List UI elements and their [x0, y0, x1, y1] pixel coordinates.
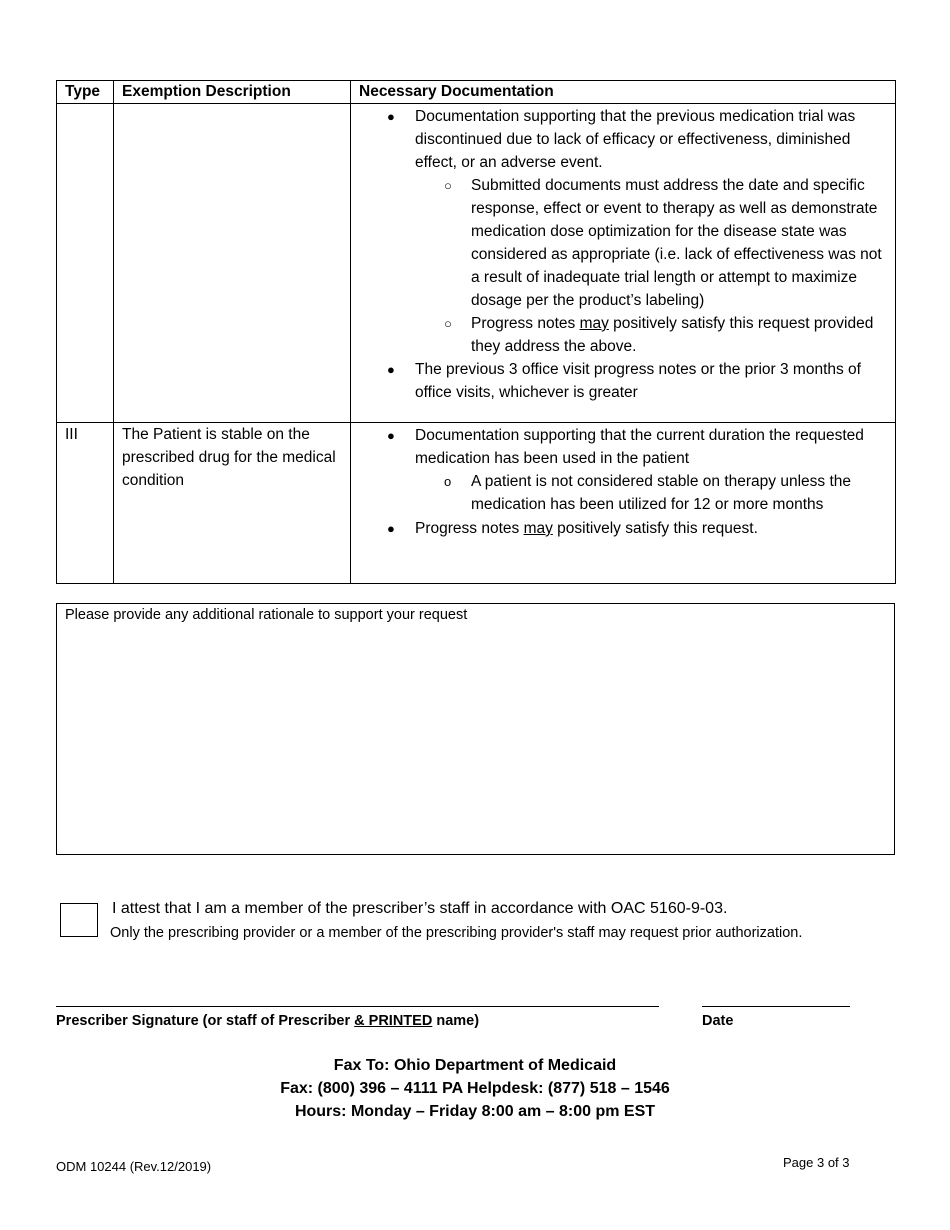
row2-bullet2-underline: may	[523, 520, 553, 537]
list-item	[444, 174, 887, 312]
row1-type	[57, 104, 114, 423]
date-line[interactable]	[702, 1006, 850, 1007]
hollow-bullet-icon: ○	[444, 316, 452, 331]
list-item	[387, 105, 887, 358]
row2-description: The Patient is stable on the prescribed drug for the medical condition	[114, 423, 351, 584]
bullet-icon: ●	[387, 428, 395, 443]
bullet-icon: ●	[387, 362, 395, 377]
date-label: Date	[702, 1013, 734, 1029]
row1-sub2-underline: may	[579, 315, 609, 332]
hollow-bullet-icon: ○	[444, 178, 452, 193]
row2-type: III	[57, 423, 114, 584]
header-description: Exemption Description	[114, 81, 351, 104]
table-row	[57, 104, 896, 423]
row1-description	[114, 104, 351, 423]
fax-to: Fax To: Ohio Department of Medicaid	[333, 1057, 617, 1074]
letter-bullet-icon: o	[444, 474, 452, 489]
table-header-row	[57, 81, 896, 104]
row1-bullet1-text: Documentation supporting that the previous medication trial was discontinued due to lack of efficacy or effectiveness, diminished effect, or an adverse event.	[415, 108, 856, 171]
signature-label-pre: Prescriber Signature (or staff of Prescriber	[56, 1013, 355, 1029]
fax-numbers: Fax: (800) 396 – 4111 PA Helpdesk: (877) 518 – 1546	[280, 1080, 670, 1097]
exemption-table	[56, 80, 896, 584]
row2-bullet1-text: Documentation supporting that the current duration the requested medication has been used in the patient	[415, 427, 864, 467]
form-id: ODM 10244 (Rev.12/2019)	[56, 1159, 212, 1174]
row1-sub2-pre: Progress notes	[471, 315, 580, 332]
fax-hours: Hours: Monday – Friday 8:00 am – 8:00 pm EST	[294, 1103, 656, 1120]
row1-sub2-post: positively satisfy this request provided they address the above.	[471, 315, 874, 355]
attest-note: Only the prescribing provider or a member of the prescribing provider's staff may request prior authorization.	[110, 925, 803, 941]
list-item	[387, 517, 887, 540]
bullet-icon: ●	[387, 521, 395, 536]
signature-label-post: name)	[432, 1013, 480, 1029]
table-row	[57, 423, 896, 584]
rationale-textarea[interactable]	[56, 603, 895, 855]
page-number: Page 3 of 3	[783, 1155, 850, 1170]
signature-label	[56, 1013, 479, 1029]
attest-checkbox[interactable]	[60, 903, 98, 937]
list-item	[387, 358, 887, 404]
list-item	[444, 470, 887, 516]
list-item	[444, 312, 887, 358]
signature-line[interactable]	[56, 1006, 659, 1007]
rationale-label: Please provide any additional rationale to support your request	[65, 607, 468, 623]
list-item	[387, 424, 887, 516]
attest-statement: I attest that I am a member of the prescriber’s staff in accordance with OAC 5160-9-03.	[112, 900, 728, 917]
signature-label-underline: & PRINTED	[354, 1013, 433, 1029]
row1-sub1-text: Submitted documents must address the date and specific response, effect or event to therapy as well as demonstrate medication dose optimization for the disease state was considered as appropriate (i.e. lack of effectiveness was not a result of inadequate trial length or attempt to maximize dosage per the product’s labeling)	[471, 177, 882, 309]
row2-bullet2-pre: Progress notes	[415, 520, 524, 537]
row1-documentation	[351, 104, 896, 423]
row2-sub1-text: A patient is not considered stable on therapy unless the medication has been utilized for 12 or more months	[471, 473, 851, 513]
row1-bullet2-text: The previous 3 office visit progress notes or the prior 3 months of office visits, whichever is greater	[415, 361, 861, 401]
row2-bullet2-post: positively satisfy this request.	[552, 520, 758, 537]
row2-documentation	[351, 423, 896, 584]
header-documentation: Necessary Documentation	[351, 81, 896, 104]
bullet-icon: ●	[387, 109, 395, 124]
header-type: Type	[57, 81, 114, 104]
